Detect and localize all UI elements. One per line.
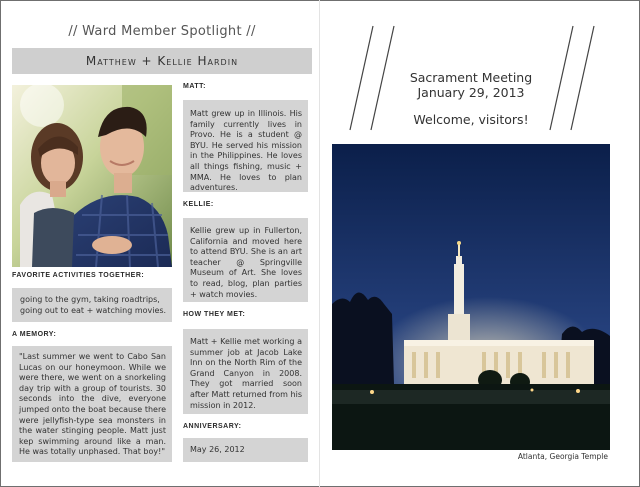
meeting-title: Sacrament Meeting [409,70,533,85]
temple-photo-icon [332,144,610,450]
kellie-text: Kellie grew up in Fullerton, California and moved here to attend BYU. She is an art teacher @ Springville Museum of Art. She loves to read, blog, plan parties + watch movies. [190,226,302,299]
couple-names-bar: Matthew + Kellie Hardin [12,48,312,74]
favorite-activities-text: going to the gym, taking roadtrips, going out to eat + watching movies. [20,295,167,315]
how-they-met-text: Matt + Kellie met working a summer job at Jacob Lake Inn on the North Rim of the Grand Canyon in 2008. They got married soon after Matt returned from his mission in 2012. [190,337,302,410]
meeting-date: January 29, 2013 [417,85,525,100]
kellie-box [183,218,308,302]
anniversary-label: ANNIVERSARY: [183,423,242,430]
memory-text: "Last summer we went to Cabo San Lucas on our honeymoon. While we were there, we went on a snorkeling day trip with a group of tourists. 30 seconds into the dive, everyone jumped onto the boat because there were jellyfish-type sea monsters in the water stinging people. Matt just kep swimming around like a man. He was totally unphased. That boy!" [19,352,166,457]
temple-photo [332,144,610,450]
how-they-met-label: HOW THEY MET: [183,311,246,318]
anniversary-text: May 26, 2012 [190,445,245,454]
right-slash-ornament [548,24,598,132]
how-they-met-box [183,329,308,414]
page-fold [319,0,320,487]
matt-text: Matt grew up in Illinois. His family currently lives in Provo. He is a student @ BYU. He served his mission in the Philippines. He loves all things fishing, music + MMA. He loves to plan adventures. [190,109,302,193]
favorite-activities-box [12,288,172,322]
left-slash-ornament [348,24,398,132]
matt-box [183,100,308,192]
spotlight-heading: // Ward Member Spotlight // [68,24,256,39]
couple-photo-icon [12,85,172,267]
welcome-text: Welcome, visitors! [413,112,529,127]
meeting-block [396,70,546,127]
memory-label: A MEMORY: [12,331,57,338]
memory-box [12,346,172,462]
couple-photo [12,85,172,267]
matt-label: MATT: [183,83,206,90]
favorite-activities-label: FAVORITE ACTIVITIES TOGETHER: [12,272,145,279]
photo-caption: Atlanta, Georgia Temple [517,452,608,461]
kellie-label: KELLIE: [183,201,214,208]
anniversary-box [183,438,308,462]
